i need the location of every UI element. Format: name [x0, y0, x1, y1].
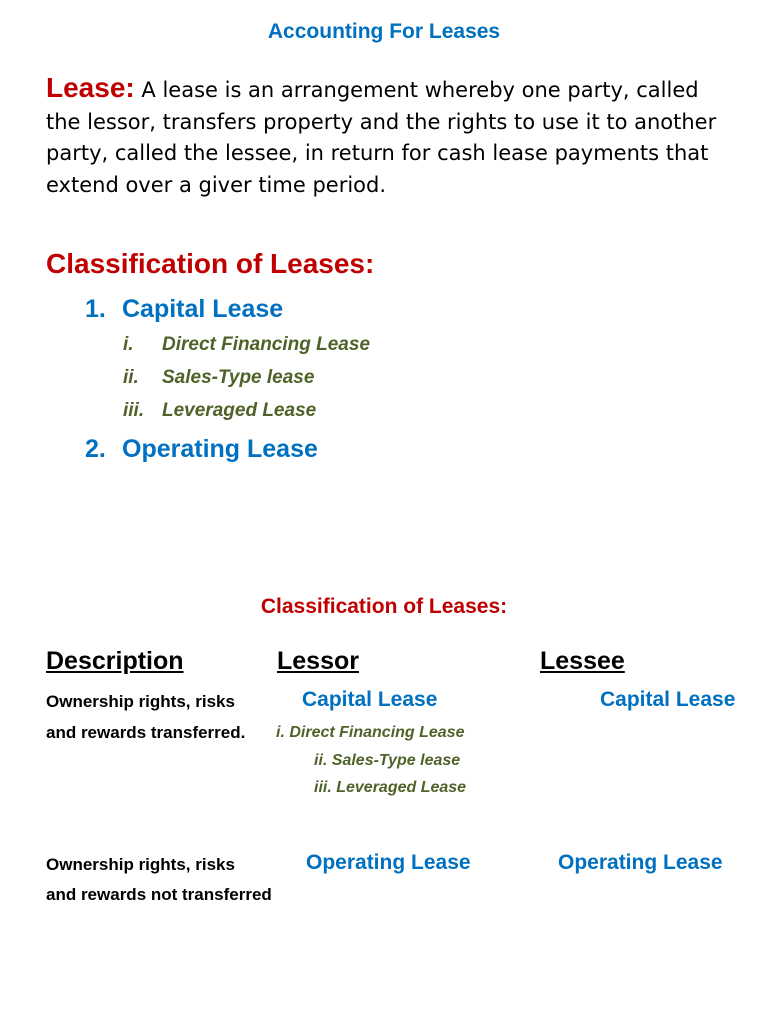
row-1-description-line-2: and rewards transferred. — [46, 723, 246, 742]
row-1-lessee: Capital Lease — [600, 688, 736, 711]
row-1-lessor-subtype-2: ii. Sales-Type lease — [314, 752, 461, 769]
list-number: 1. — [85, 295, 106, 323]
row-2-description-line-2: and rewards not transferred — [46, 885, 272, 904]
sub-item-number: i. — [123, 334, 134, 355]
list-item-label: Capital Lease — [122, 295, 284, 323]
column-header-description: Description — [46, 647, 184, 675]
sub-item-label: Sales-Type lease — [162, 367, 315, 388]
sub-item-label: Direct Financing Lease — [162, 334, 371, 355]
classification-heading: Classification of Leases: — [46, 248, 375, 279]
sub-item-label: Leveraged Lease — [162, 400, 317, 421]
lease-definition-text: A lease is an arrangement whereby one party, called the lessor, transfers property and the rights to use it to another party, called the lessee, in return for cash lease payments that extend over a giver time period. — [46, 78, 717, 197]
row-2-lessor: Operating Lease — [306, 851, 471, 874]
column-header-lessor: Lessor — [277, 647, 359, 675]
sub-item-leveraged — [123, 400, 316, 422]
sub-item-number: iii. — [123, 400, 145, 421]
lease-definition — [46, 72, 736, 201]
row-2-lessee: Operating Lease — [558, 851, 723, 874]
row-1-description-line-1: Ownership rights, risks — [46, 692, 235, 711]
lease-term: Lease: — [46, 72, 135, 103]
column-header-lessee: Lessee — [540, 647, 625, 675]
sub-item-sales-type — [123, 367, 314, 389]
list-item-label: Operating Lease — [122, 435, 318, 463]
row-1-lessor-subtype-3: iii. Leveraged Lease — [314, 779, 467, 796]
row-1-lessor-subtype-1: i. Direct Financing Lease — [276, 724, 465, 741]
row-1-lessor: Capital Lease — [302, 688, 438, 711]
table-heading: Classification of Leases: — [260, 595, 508, 618]
list-item-operating-lease — [85, 435, 318, 464]
list-item-capital-lease — [85, 295, 283, 324]
sub-item-number: ii. — [123, 367, 139, 388]
sub-item-direct-financing — [123, 334, 370, 356]
list-number: 2. — [85, 435, 106, 463]
document-title: Accounting For Leases — [267, 20, 501, 43]
row-2-description-line-1: Ownership rights, risks — [46, 855, 235, 874]
